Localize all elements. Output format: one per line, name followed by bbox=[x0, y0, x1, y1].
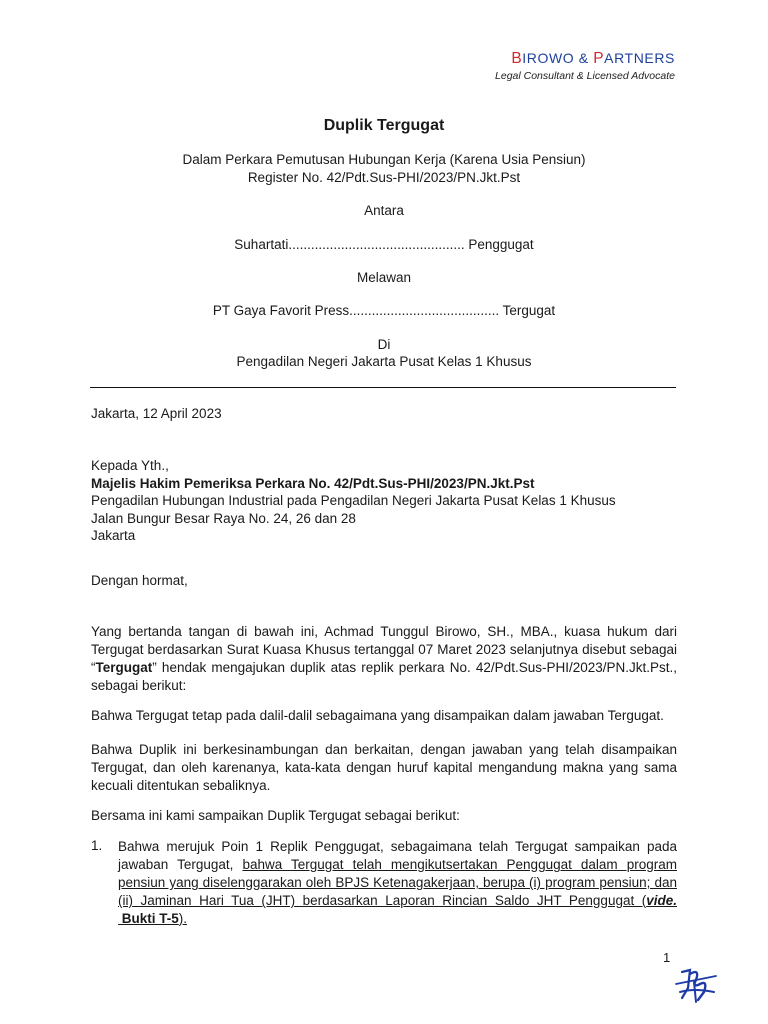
firm-rest-2: ARTNERS bbox=[604, 50, 675, 66]
court-name: Pengadilan Negeri Jakarta Pusat Kelas 1 Khusus bbox=[236, 354, 532, 369]
address-line-1: Kepada Yth., bbox=[91, 458, 169, 473]
firm-initial-2: P bbox=[593, 50, 605, 67]
greeting: Dengan hormat, bbox=[91, 573, 188, 588]
firm-rest-1: IROWO bbox=[522, 50, 575, 66]
letter-date: Jakarta, 12 April 2023 bbox=[91, 406, 222, 421]
defendant-line: PT Gaya Favorit Press........................................ Tergugat bbox=[212, 303, 556, 318]
paragraph-2: Bahwa Tergugat tetap pada dalil-dalil sebagaimana yang disampaikan dalam jawaban Tergugat. bbox=[91, 708, 664, 723]
address-line-2: Majelis Hakim Pemeriksa Perkara No. 42/Pdt.Sus-PHI/2023/PN.Jkt.Pst bbox=[91, 475, 535, 491]
intro-bold-term: Tergugat bbox=[95, 660, 153, 675]
antara-label: Antara bbox=[364, 203, 404, 218]
firm-initial-1: B bbox=[511, 50, 523, 67]
address-line-3: Pengadilan Hubungan Industrial pada Pengadilan Negeri Jakarta Pusat Kelas 1 Khusus bbox=[91, 493, 616, 508]
signature-initials bbox=[668, 962, 724, 1006]
di-label: Di bbox=[377, 337, 391, 352]
item-vide: vide. bbox=[646, 893, 677, 908]
paragraph-3: Bahwa Duplik ini berkesinambungan dan berkaitan, dengan jawaban yang telah disampaikan Tergugat, dan oleh karenanya, kata-kata dengan huruf kapital mengandung makna yang sama kecuali ditentukan sebaliknya. bbox=[91, 742, 677, 793]
case-description: Dalam Perkara Pemutusan Hubungan Kerja (Karena Usia Pensiun) bbox=[182, 152, 586, 167]
item-text-underlined: bahwa Tergugat telah mengikutsertakan Penggugat dalam program pensiun yang diselenggarakan oleh BPJS Ketenagakerjaan, berupa (i) program pensiun; dan (ii) Jaminan Hari Tua (JHT) berdasarkan Laporan Rincian Saldo JHT Penggugat ( bbox=[118, 857, 677, 908]
item-number: 1. bbox=[91, 838, 103, 853]
case-register-number: Register No. 42/Pdt.Sus-PHI/2023/PN.Jkt.Pst bbox=[247, 170, 521, 185]
address-line-5: Jakarta bbox=[91, 528, 136, 543]
firm-subtitle: Legal Consultant & Licensed Advocate bbox=[495, 70, 675, 82]
item-body bbox=[118, 838, 677, 928]
firm-amp: & bbox=[574, 50, 594, 66]
recipient-address bbox=[91, 457, 677, 545]
item-bukti: Bukti T-5 bbox=[118, 911, 179, 926]
document-title: Duplik Tergugat bbox=[323, 117, 445, 134]
intro-text-b: ” hendak mengajukan duplik atas replik perkara No. 42/Pdt.Sus-PHI/2023/PN.Jkt.Pst., sebagai berikut: bbox=[91, 660, 677, 693]
melawan-label: Melawan bbox=[356, 270, 412, 285]
item-text-plain: Bahwa merujuk Poin 1 Replik Penggugat, sebagaimana telah Tergugat sampaikan pada jawaban Tergugat, bbox=[118, 839, 677, 872]
header-divider bbox=[90, 387, 676, 388]
paragraph-introduction bbox=[91, 623, 677, 695]
item-close: ). bbox=[178, 911, 188, 926]
intro-text-a: Yang bertanda tangan di bawah ini, Achmad Tunggul Birowo, SH., MBA., kuasa hukum dari Tergugat berdasarkan Surat Kuasa Khusus tertanggal 07 Maret 2023 selanjutnya disebut sebagai “ bbox=[91, 624, 677, 675]
numbered-item-1 bbox=[91, 838, 677, 928]
paragraph-4: Bersama ini kami sampaikan Duplik Tergugat sebagai berikut: bbox=[91, 808, 460, 823]
address-line-4: Jalan Bungur Besar Raya No. 24, 26 dan 28 bbox=[91, 510, 356, 526]
firm-name bbox=[495, 50, 675, 68]
page-number: 1 bbox=[663, 950, 671, 965]
letterhead bbox=[495, 50, 675, 82]
plaintiff-line: Suhartati............................................... Penggugat bbox=[234, 237, 534, 252]
